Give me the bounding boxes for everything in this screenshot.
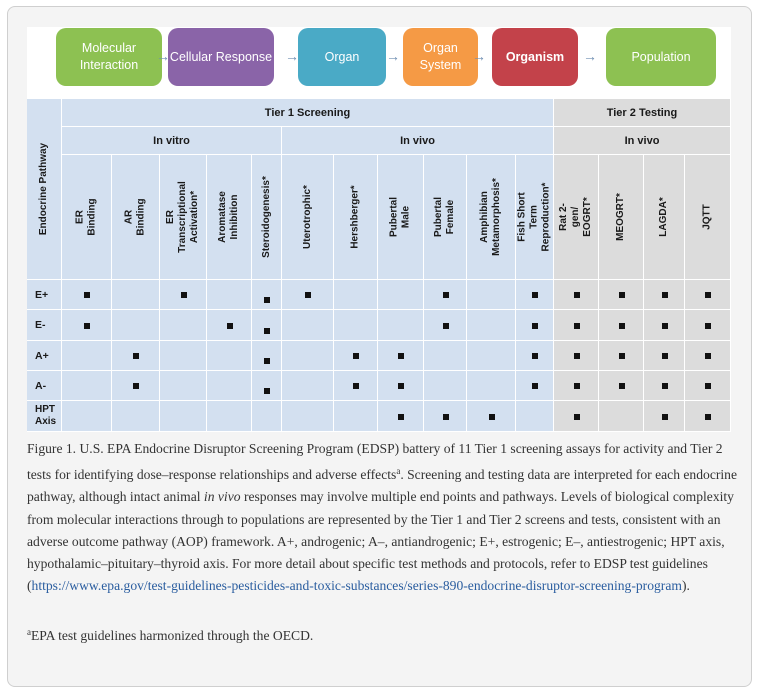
corner-header: [27, 99, 62, 280]
column-label: Pubertal Male: [388, 197, 412, 238]
table-cell: [207, 401, 252, 432]
table-cell: [378, 280, 424, 310]
table-cell: [112, 401, 160, 432]
edsp-guidelines-link[interactable]: https://www.epa.gov/test-guidelines-pesticides-and-toxic-substances/series-890-endocrine-disruptor-screening-program: [31, 578, 682, 594]
table-cell: [252, 371, 282, 401]
table-cell: [378, 401, 424, 432]
table-cell: [252, 280, 282, 310]
table-cell: [467, 371, 516, 401]
table-cell: [160, 280, 207, 310]
tier2-header: Tier 2 Testing: [554, 99, 731, 127]
check-mark-icon: [353, 353, 359, 359]
column-header: [516, 155, 554, 280]
table-cell: [554, 310, 599, 341]
table-cell: [516, 341, 554, 371]
check-mark-icon: [181, 292, 187, 298]
flow-arrow-icon: →: [583, 48, 597, 64]
column-header: [62, 155, 112, 280]
table-cell: [62, 371, 112, 401]
table-cell: [516, 401, 554, 432]
table-cell: [554, 280, 599, 310]
check-mark-icon: [532, 323, 538, 329]
check-mark-icon: [443, 292, 449, 298]
flow-step-cellular-response: Cellular Response: [168, 28, 274, 86]
table-cell: [685, 280, 731, 310]
table-cell: [424, 310, 467, 341]
flow-step-organ: Organ: [298, 28, 386, 86]
check-mark-icon: [574, 323, 580, 329]
check-mark-icon: [398, 414, 404, 420]
footnote-text: EPA test guidelines harmonized through the OECD.: [31, 628, 314, 643]
table-cell: [112, 371, 160, 401]
check-mark-icon: [84, 323, 90, 329]
table-cell: [467, 280, 516, 310]
table-cell: [467, 310, 516, 341]
column-header: [554, 155, 599, 280]
column-header: [685, 155, 731, 280]
check-mark-icon: [532, 292, 538, 298]
table-cell: [160, 341, 207, 371]
table-cell: [644, 371, 685, 401]
table-cell: [685, 371, 731, 401]
check-mark-icon: [662, 323, 668, 329]
check-mark-icon: [705, 383, 711, 389]
footnote: [27, 627, 727, 644]
table-cell: [112, 341, 160, 371]
table-cell: [282, 371, 334, 401]
figure-image: [27, 27, 731, 432]
column-header: [160, 155, 207, 280]
check-mark-icon: [443, 323, 449, 329]
column-label: Steroidogenesis*: [260, 176, 272, 258]
caption-text-4: ).: [681, 578, 690, 594]
column-header: [599, 155, 644, 280]
table-cell: [378, 341, 424, 371]
check-mark-icon: [353, 383, 359, 389]
check-mark-icon: [662, 414, 668, 420]
table-cell: [644, 310, 685, 341]
flow-step-organ-system: Organ System: [403, 28, 478, 86]
check-mark-icon: [227, 323, 233, 329]
in-vivo-tier2-header: In vivo: [554, 127, 731, 155]
in-vivo-tier1-header: In vivo: [282, 127, 554, 155]
column-label: Fish Short Term Reproduction*: [516, 182, 552, 252]
column-label: LAGDA*: [658, 197, 669, 237]
check-mark-icon: [264, 328, 270, 334]
table-cell: [334, 310, 378, 341]
column-header: [112, 155, 160, 280]
check-mark-icon: [705, 292, 711, 298]
table-cell: [516, 280, 554, 310]
table-cell: [599, 310, 644, 341]
table-cell: [282, 401, 334, 432]
row-header: E-: [27, 310, 62, 341]
table-cell: [599, 401, 644, 432]
flow-arrow-icon: →: [156, 48, 170, 64]
table-cell: [160, 371, 207, 401]
flow-arrow-icon: →: [386, 48, 400, 64]
table-cell: [334, 280, 378, 310]
table-cell: [62, 280, 112, 310]
table-cell: [160, 310, 207, 341]
column-label: AR Binding: [123, 198, 147, 236]
aop-flow: [27, 27, 731, 99]
table-cell: [207, 280, 252, 310]
row-header: E+: [27, 280, 62, 310]
check-mark-icon: [398, 383, 404, 389]
table-cell: [112, 310, 160, 341]
corner-label: Endocrine Pathway: [38, 142, 49, 236]
table-cell: [644, 341, 685, 371]
caption-text-2: . Screening and testing data are interpreted for each endocrine pathway, although intact animal: [27, 467, 737, 505]
table-cell: [554, 401, 599, 432]
table-cell: [424, 280, 467, 310]
column-label: Aromatase Inhibition: [217, 191, 241, 243]
flow-step-population: Population: [606, 28, 716, 86]
flow-step-molecular-interaction: Molecular Interaction: [56, 28, 162, 86]
flow-arrow-icon: →: [285, 48, 299, 64]
caption-sup: a: [396, 466, 401, 477]
table-cell: [252, 341, 282, 371]
check-mark-icon: [305, 292, 311, 298]
in-vitro-header: In vitro: [62, 127, 282, 155]
table-cell: [282, 280, 334, 310]
column-header: [378, 155, 424, 280]
table-cell: [334, 401, 378, 432]
row-header: A+: [27, 341, 62, 371]
table-cell: [282, 310, 334, 341]
table-cell: [282, 341, 334, 371]
row-header: A-: [27, 371, 62, 401]
table-cell: [160, 401, 207, 432]
check-mark-icon: [662, 383, 668, 389]
column-header: [207, 155, 252, 280]
table-cell: [599, 371, 644, 401]
table-cell: [207, 341, 252, 371]
check-mark-icon: [662, 292, 668, 298]
check-mark-icon: [574, 292, 580, 298]
tier1-header: Tier 1 Screening: [62, 99, 554, 127]
column-label: Hershberger*: [349, 185, 361, 249]
footnote-sup: a: [27, 627, 31, 637]
check-mark-icon: [264, 388, 270, 394]
check-mark-icon: [619, 353, 625, 359]
table-cell: [252, 401, 282, 432]
column-header: [467, 155, 516, 280]
table-cell: [378, 310, 424, 341]
table-cell: [252, 310, 282, 341]
row-header: HPT Axis: [27, 401, 62, 432]
check-mark-icon: [574, 353, 580, 359]
column-label: Rat 2-gen/ EOGRT*: [558, 197, 593, 237]
table-cell: [424, 401, 467, 432]
check-mark-icon: [705, 414, 711, 420]
table-cell: [685, 401, 731, 432]
column-label: MEOGRT*: [615, 193, 626, 241]
check-mark-icon: [574, 414, 580, 420]
column-header: [334, 155, 378, 280]
check-mark-icon: [705, 323, 711, 329]
flow-step-organism: Organism: [492, 28, 578, 86]
figure-caption: [27, 438, 739, 597]
table-cell: [62, 341, 112, 371]
table-cell: [516, 371, 554, 401]
check-mark-icon: [574, 383, 580, 389]
table-cell: [378, 371, 424, 401]
column-header: [424, 155, 467, 280]
table-cell: [207, 371, 252, 401]
table-cell: [599, 280, 644, 310]
table-cell: [554, 341, 599, 371]
table-cell: [599, 341, 644, 371]
table-cell: [62, 310, 112, 341]
table-cell: [207, 310, 252, 341]
column-label: ER Binding: [74, 198, 98, 236]
column-header: [282, 155, 334, 280]
table-cell: [516, 310, 554, 341]
check-mark-icon: [532, 383, 538, 389]
table-cell: [112, 280, 160, 310]
column-label: JQTT: [701, 204, 713, 230]
column-label: Amphibian Metamorphosis*: [479, 178, 503, 256]
column-label: ER Transcriptional Activation*: [165, 181, 200, 253]
edsp-table: [27, 99, 731, 432]
table-cell: [685, 341, 731, 371]
check-mark-icon: [532, 353, 538, 359]
table-cell: [424, 341, 467, 371]
caption-text-1: Figure 1. U.S. EPA Endocrine Disruptor Screening Program (EDSP) battery of 11 Tier 1 screening assays for activity and Tier 2 tests for identifying dose–response relationships and adverse effects: [27, 441, 723, 483]
check-mark-icon: [619, 323, 625, 329]
check-mark-icon: [443, 414, 449, 420]
check-mark-icon: [133, 383, 139, 389]
check-mark-icon: [264, 297, 270, 303]
check-mark-icon: [264, 358, 270, 364]
caption-text-3: responses may involve multiple end points and pathways. Levels of biological complexity from molecular interactions through to populations are represented by the Tier 1 and Tier 2 screens and tests, consistent with an adverse outcome pathway (AOP) framework. A+, androgenic; A–, antiandrogenic; E+, estrogenic; E–, antiestrogenic; HPT axis, hypothalamic–pituitary–thyroid axis. For more detail about specific test methods and protocols, refer to EDSP test guidelines (: [27, 489, 734, 594]
table-cell: [334, 341, 378, 371]
check-mark-icon: [662, 353, 668, 359]
check-mark-icon: [705, 353, 711, 359]
column-header: [644, 155, 685, 280]
caption-italic: in vivo: [203, 489, 241, 505]
column-header: [252, 155, 282, 280]
table-cell: [554, 371, 599, 401]
check-mark-icon: [84, 292, 90, 298]
table-cell: [467, 341, 516, 371]
table-cell: [334, 371, 378, 401]
column-label: Pubertal Female: [433, 197, 456, 238]
check-mark-icon: [133, 353, 139, 359]
flow-arrow-icon: →: [472, 48, 486, 64]
table-cell: [424, 371, 467, 401]
check-mark-icon: [619, 292, 625, 298]
table-cell: [644, 280, 685, 310]
column-label: Uterotrophic*: [301, 185, 313, 249]
check-mark-icon: [619, 383, 625, 389]
check-mark-icon: [398, 353, 404, 359]
table-cell: [644, 401, 685, 432]
table-cell: [685, 310, 731, 341]
table-cell: [62, 401, 112, 432]
table-cell: [467, 401, 516, 432]
check-mark-icon: [489, 414, 495, 420]
